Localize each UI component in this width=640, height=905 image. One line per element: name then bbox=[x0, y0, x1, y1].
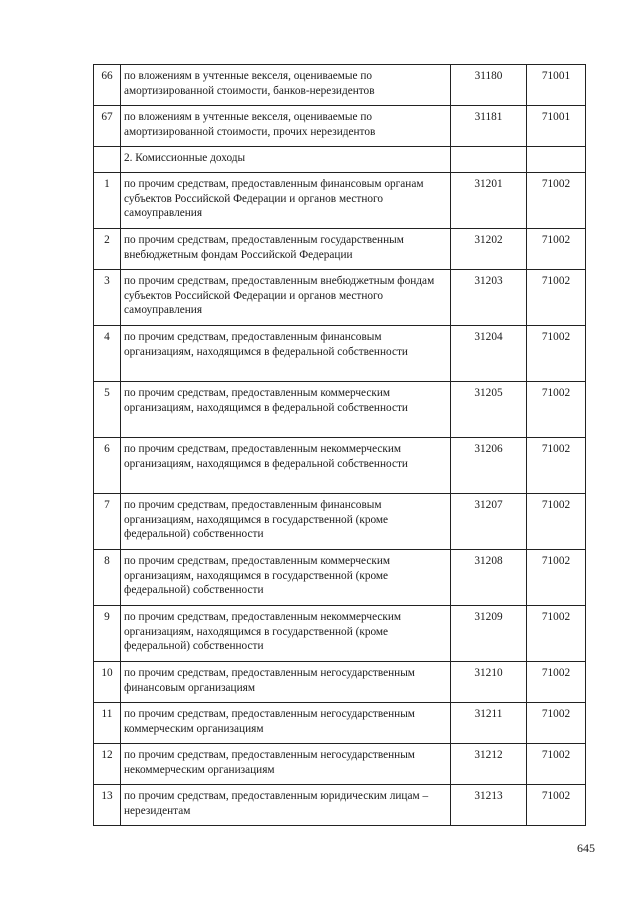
accounts-table bbox=[93, 64, 586, 826]
accounts-table-body bbox=[94, 65, 586, 826]
table-row bbox=[94, 662, 586, 703]
row-code-second: 71002 bbox=[527, 703, 586, 744]
row-description: по вложениям в учтенные векселя, оцениваемые по амортизированной стоимости, прочих нерезидентов bbox=[121, 106, 451, 147]
row-code-first: 31203 bbox=[451, 270, 527, 326]
row-description: по прочим средствам, предоставленным финансовым организациям, находящимся в государственной (кроме федеральной) собственности bbox=[121, 494, 451, 550]
table-row bbox=[94, 703, 586, 744]
row-description: по прочим средствам, предоставленным негосударственным коммерческим организациям bbox=[121, 703, 451, 744]
page-number: 645 bbox=[577, 841, 595, 855]
table-row bbox=[94, 173, 586, 229]
row-number: 11 bbox=[94, 703, 121, 744]
row-description: по прочим средствам, предоставленным некоммерческим организациям, находящимся в государственной (кроме федеральной) собственности bbox=[121, 606, 451, 662]
table-row bbox=[94, 106, 586, 147]
row-code-second: 71002 bbox=[527, 662, 586, 703]
row-description: по вложениям в учтенные векселя, оцениваемые по амортизированной стоимости, банков-нерезидентов bbox=[121, 65, 451, 106]
row-code-second bbox=[527, 147, 586, 173]
table-row bbox=[94, 65, 586, 106]
row-code-second: 71002 bbox=[527, 229, 586, 270]
row-code-second: 71002 bbox=[527, 270, 586, 326]
row-number: 1 bbox=[94, 173, 121, 229]
row-number: 3 bbox=[94, 270, 121, 326]
row-code-second: 71001 bbox=[527, 106, 586, 147]
row-number: 66 bbox=[94, 65, 121, 106]
row-code-second: 71002 bbox=[527, 550, 586, 606]
row-code-second: 71002 bbox=[527, 438, 586, 494]
row-code-first: 31210 bbox=[451, 662, 527, 703]
row-number: 9 bbox=[94, 606, 121, 662]
row-number: 10 bbox=[94, 662, 121, 703]
row-code-first: 31207 bbox=[451, 494, 527, 550]
table-row bbox=[94, 270, 586, 326]
table-row bbox=[94, 438, 586, 494]
row-code-second: 71002 bbox=[527, 785, 586, 826]
table-row bbox=[94, 785, 586, 826]
row-code-first: 31201 bbox=[451, 173, 527, 229]
row-code-second: 71002 bbox=[527, 382, 586, 438]
row-code-first: 31212 bbox=[451, 744, 527, 785]
row-description: по прочим средствам, предоставленным коммерческим организациям, находящимся в федеральной собственности bbox=[121, 382, 451, 438]
row-number: 5 bbox=[94, 382, 121, 438]
row-description: по прочим средствам, предоставленным государственным внебюджетным фондам Российской Федерации bbox=[121, 229, 451, 270]
section-heading-row bbox=[94, 147, 586, 173]
row-code-first: 31211 bbox=[451, 703, 527, 744]
row-description: по прочим средствам, предоставленным коммерческим организациям, находящимся в государственной (кроме федеральной) собственности bbox=[121, 550, 451, 606]
table-row bbox=[94, 744, 586, 785]
table-row bbox=[94, 550, 586, 606]
table-row bbox=[94, 606, 586, 662]
table-row bbox=[94, 326, 586, 382]
row-number bbox=[94, 147, 121, 173]
row-number: 67 bbox=[94, 106, 121, 147]
row-code-first: 31205 bbox=[451, 382, 527, 438]
row-description: по прочим средствам, предоставленным негосударственным некоммерческим организациям bbox=[121, 744, 451, 785]
row-number: 7 bbox=[94, 494, 121, 550]
row-code-first: 31209 bbox=[451, 606, 527, 662]
row-code-second: 71002 bbox=[527, 326, 586, 382]
row-number: 2 bbox=[94, 229, 121, 270]
row-description: по прочим средствам, предоставленным финансовым органам субъектов Российской Федерации и органов местного самоуправления bbox=[121, 173, 451, 229]
row-code-second: 71002 bbox=[527, 744, 586, 785]
table-row bbox=[94, 382, 586, 438]
row-code-second: 71002 bbox=[527, 494, 586, 550]
row-code-first: 31180 bbox=[451, 65, 527, 106]
row-code-first: 31208 bbox=[451, 550, 527, 606]
row-number: 12 bbox=[94, 744, 121, 785]
row-code-first: 31213 bbox=[451, 785, 527, 826]
row-code-first: 31202 bbox=[451, 229, 527, 270]
row-code-first: 31206 bbox=[451, 438, 527, 494]
row-code-second: 71002 bbox=[527, 173, 586, 229]
row-number: 13 bbox=[94, 785, 121, 826]
row-description: по прочим средствам, предоставленным внебюджетным фондам субъектов Российской Федерации и органов местного самоуправления bbox=[121, 270, 451, 326]
section-heading: 2. Комиссионные доходы bbox=[121, 147, 451, 173]
table-row bbox=[94, 494, 586, 550]
row-code-second: 71002 bbox=[527, 606, 586, 662]
row-description: по прочим средствам, предоставленным негосударственным финансовым организациям bbox=[121, 662, 451, 703]
row-description: по прочим средствам, предоставленным финансовым организациям, находящимся в федеральной собственности bbox=[121, 326, 451, 382]
row-code-second: 71001 bbox=[527, 65, 586, 106]
row-number: 4 bbox=[94, 326, 121, 382]
row-code-first: 31204 bbox=[451, 326, 527, 382]
row-number: 8 bbox=[94, 550, 121, 606]
row-description: по прочим средствам, предоставленным юридическим лицам – нерезидентам bbox=[121, 785, 451, 826]
row-description: по прочим средствам, предоставленным некоммерческим организациям, находящимся в федеральной собственности bbox=[121, 438, 451, 494]
row-number: 6 bbox=[94, 438, 121, 494]
table-row bbox=[94, 229, 586, 270]
row-code-first: 31181 bbox=[451, 106, 527, 147]
row-code-first bbox=[451, 147, 527, 173]
